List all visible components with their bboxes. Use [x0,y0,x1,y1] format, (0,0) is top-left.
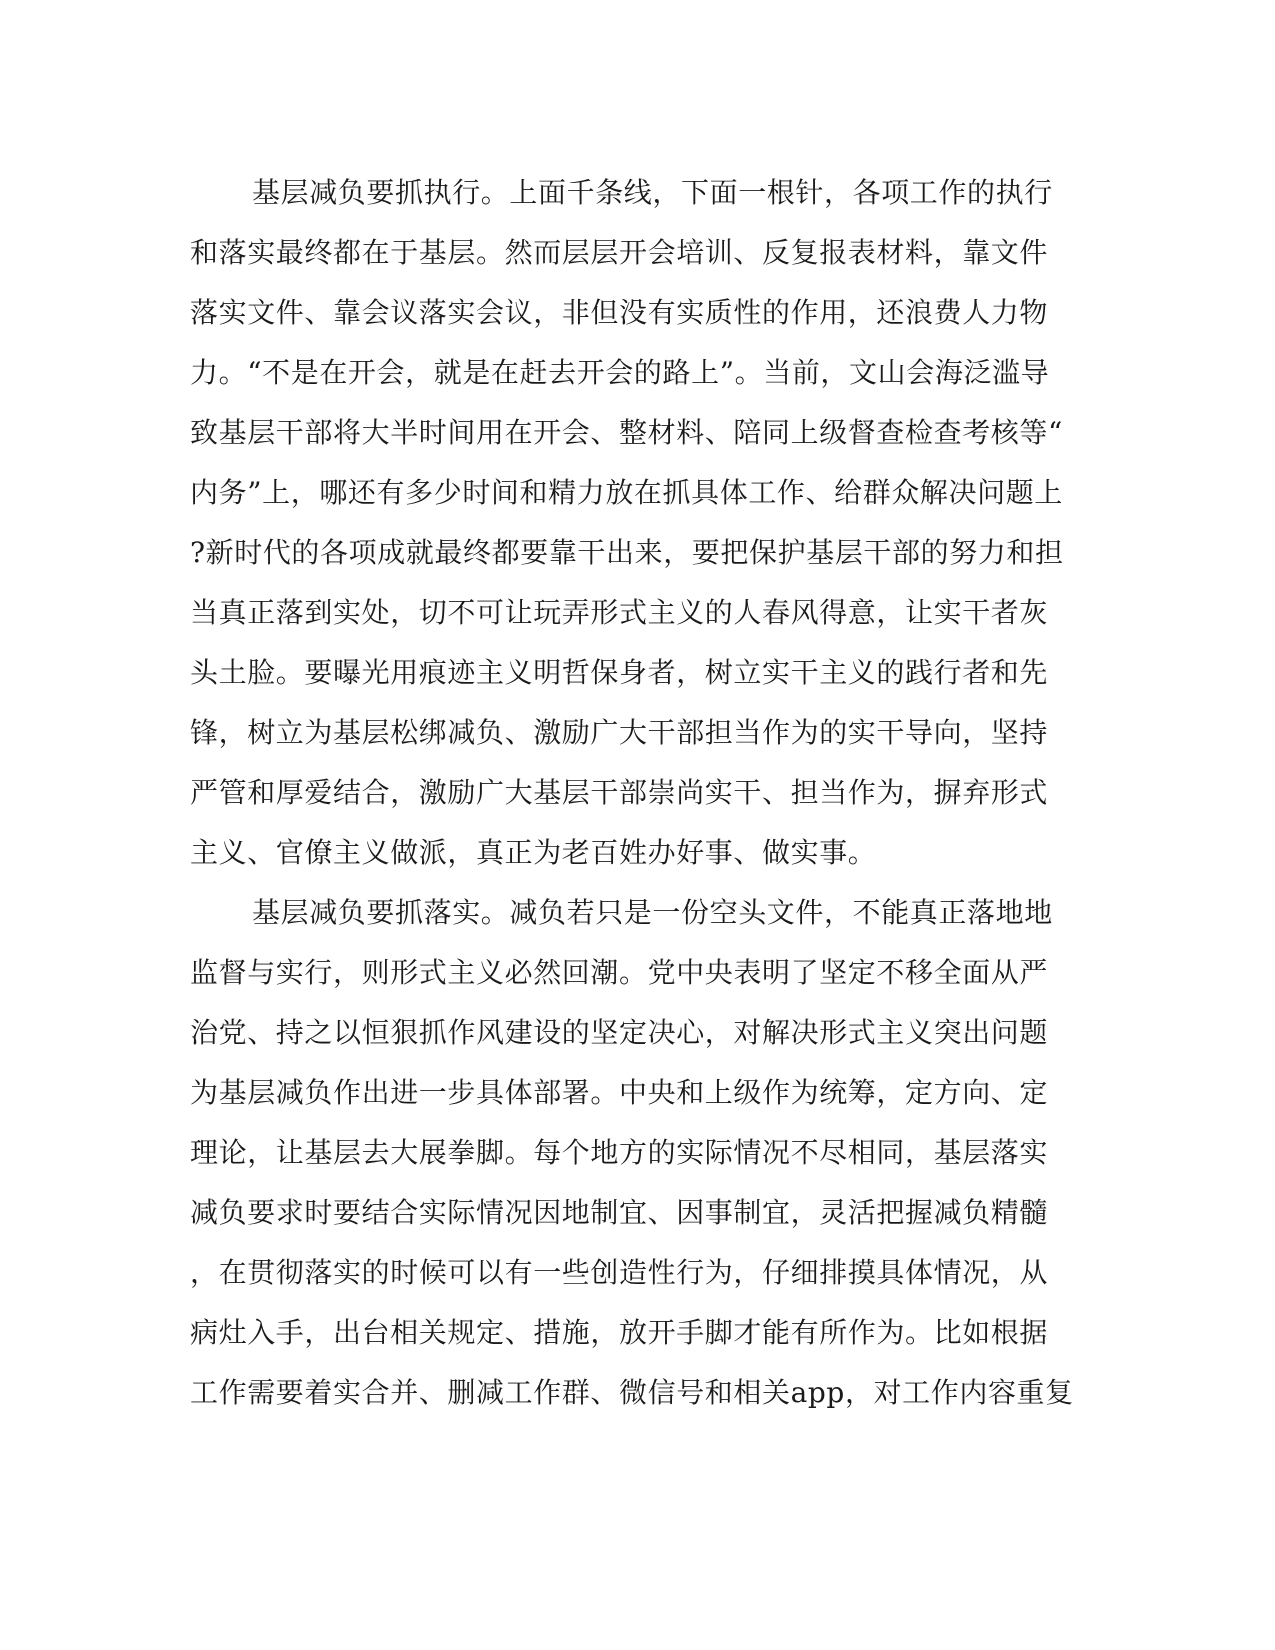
text-line: 主义、官僚主义做派，真正为老百姓办好事、做实事。 [190,836,877,869]
text-line: ，在贯彻落实的时候可以有一些创造性行为，仔细排摸具体情况，从 [190,1256,1049,1289]
text-line: 内务”上，哪还有多少时间和精力放在抓具体工作、给群众解决问题上 [190,476,1063,509]
text-line: 力。“不是在开会，就是在赶去开会的路上”。当前，文山会海泛滥导 [190,356,1050,389]
text-line: 基层减负要抓落实。减负若只是一份空头文件，不能真正落地地 [252,896,1053,929]
document-body [190,163,1090,1423]
text-line: 严管和厚爱结合，激励广大基层干部崇尚实干、担当作为，摒弃形式 [190,776,1049,809]
text-line: 工作需要着实合并、删减工作群、微信号和相关app，对工作内容重复 [190,1376,1074,1409]
text-line: 基层减负要抓执行。上面千条线，下面一根针，各项工作的执行 [252,176,1053,209]
text-line: 落实文件、靠会议落实会议，非但没有实质性的作用，还浪费人力物 [190,296,1049,329]
text-line: 理论，让基层去大展拳脚。每个地方的实际情况不尽相同，基层落实 [190,1136,1049,1169]
text-line: 监督与实行，则形式主义必然回潮。党中央表明了坚定不移全面从严 [190,956,1049,989]
text-line: ?新时代的各项成就最终都要靠干出来，要把保护基层干部的努力和担 [190,536,1064,569]
text-line: 病灶入手，出台相关规定、措施，放开手脚才能有所作为。比如根据 [190,1316,1049,1349]
text-line: 和落实最终都在于基层。然而层层开会培训、反复报表材料，靠文件 [190,236,1049,269]
text-line: 头土脸。要曝光用痕迹主义明哲保身者，树立实干主义的践行者和先 [190,656,1049,689]
paragraph-1 [190,163,1090,883]
text-line: 锋，树立为基层松绑减负、激励广大干部担当作为的实干导向，坚持 [190,716,1049,749]
text-line: 当真正落到实处，切不可让玩弄形式主义的人春风得意，让实干者灰 [190,596,1049,629]
paragraph-2 [190,883,1090,1423]
text-line: 减负要求时要结合实际情况因地制宜、因事制宜，灵活把握减负精髓 [190,1196,1049,1229]
text-line: 治党、持之以恒狠抓作风建设的坚定决心，对解决形式主义突出问题 [190,1016,1049,1049]
text-line: 为基层减负作出进一步具体部署。中央和上级作为统筹，定方向、定 [190,1076,1049,1109]
text-line: 致基层干部将大半时间用在开会、整材料、陪同上级督查检查考核等“ [190,416,1063,449]
